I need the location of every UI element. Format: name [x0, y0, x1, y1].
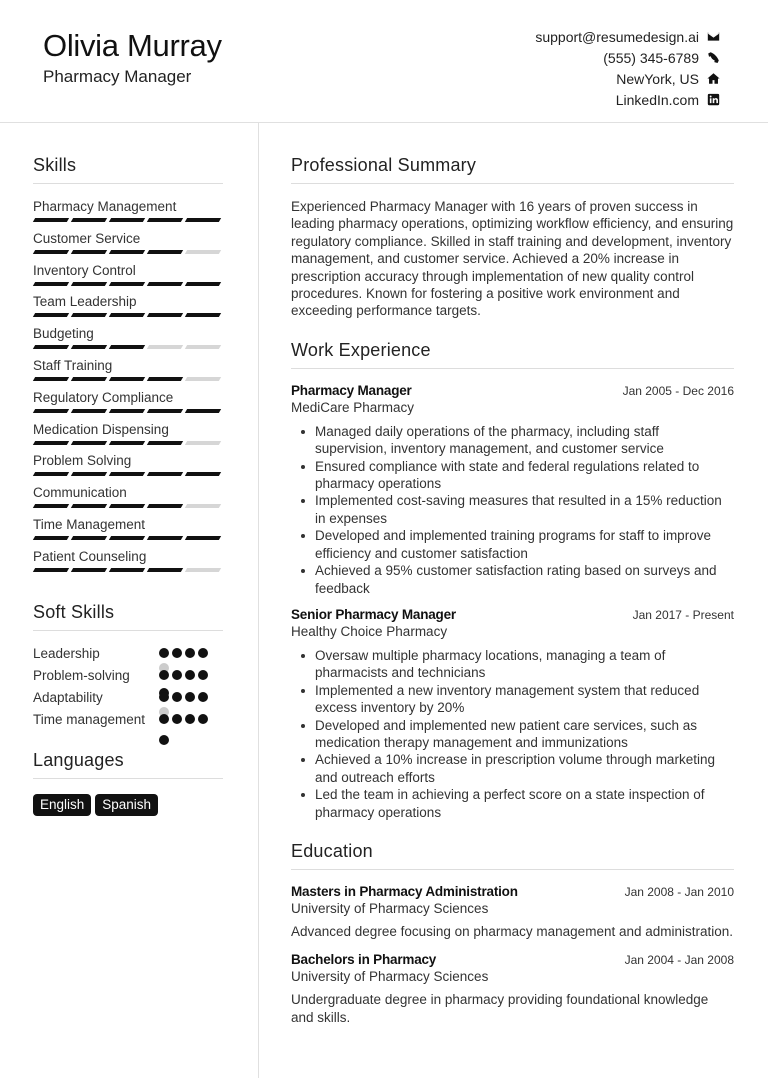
phone-icon: [706, 51, 720, 65]
contact-email[interactable]: [535, 26, 720, 47]
soft-skill-item: [33, 689, 223, 706]
level-segment-filled: [71, 536, 107, 540]
skill-name: Problem Solving: [33, 453, 132, 469]
skill-name: Budgeting: [33, 326, 94, 342]
job-company: MediCare Pharmacy: [291, 399, 415, 415]
level-segment-filled: [109, 250, 145, 254]
education-heading: Education: [291, 841, 734, 870]
level-segment-filled: [33, 409, 69, 413]
level-segment-filled: [109, 568, 145, 572]
job-header: [291, 607, 734, 622]
level-segment-filled: [147, 568, 183, 572]
education-description: Undergraduate degree in pharmacy providing foundational knowledge and skills.: [291, 992, 709, 1025]
level-segment-filled: [109, 345, 145, 349]
right-column: [291, 155, 734, 1046]
job-bullets: [291, 423, 734, 597]
level-segment-filled: [109, 504, 145, 508]
contact-location: [535, 68, 720, 89]
skill-name: Regulatory Compliance: [33, 389, 174, 405]
level-segment-filled: [71, 377, 107, 381]
rating-dot: [172, 714, 182, 724]
job-title: Senior Pharmacy Manager: [291, 606, 456, 622]
skill-name: Customer Service: [33, 230, 141, 246]
summary-text: Experienced Pharmacy Manager with 16 years of proven success in leading pharmacy operations, optimizing workflow efficiency, and ensuring regulatory compliance. Skilled in staff training and development, inventory management, and customer service. Achieved a 20% increase in prescription accuracy through implementation of new quality control procedures. Known for fostering a positive work environment and exceeding performance targets.: [291, 199, 734, 319]
rating-dot: [185, 648, 195, 658]
school-name: University of Pharmacy Sciences: [291, 900, 489, 916]
soft-skill-dots: [159, 645, 211, 662]
skill-level-bar: [33, 504, 223, 508]
skill-level-bar: [33, 472, 223, 476]
level-segment-filled: [109, 313, 145, 317]
skill-item: [33, 484, 223, 516]
linkedin-icon: [706, 93, 720, 107]
level-segment-filled: [71, 313, 107, 317]
job-bullet: Oversaw multiple pharmacy locations, managing a team of pharmacists and technicians: [299, 647, 734, 682]
job-date: Jan 2005 - Dec 2016: [622, 383, 734, 398]
soft-skill-item: [33, 645, 223, 662]
skill-level-bar: [33, 441, 223, 445]
jobs-list: [291, 383, 734, 821]
level-segment-filled: [147, 536, 183, 540]
candidate-name: Olivia Murray: [43, 28, 222, 63]
job-bullet: Implemented a new inventory management system that reduced excess inventory by 20%: [299, 682, 734, 717]
level-segment-filled: [71, 345, 107, 349]
candidate-role: Pharmacy Manager: [43, 67, 192, 86]
job-entry: [291, 607, 734, 821]
skill-name: Communication: [33, 485, 127, 501]
left-column: [33, 155, 223, 816]
level-segment-filled: [33, 536, 69, 540]
skill-level-bar: [33, 313, 223, 317]
experience-section: [291, 340, 734, 821]
soft-skills-list: [33, 645, 223, 728]
level-segment-empty: [185, 250, 221, 254]
rating-dot: [185, 714, 195, 724]
level-segment-filled: [33, 568, 69, 572]
soft-skill-dots: [159, 711, 211, 728]
job-company: Healthy Choice Pharmacy: [291, 623, 448, 639]
experience-heading: Work Experience: [291, 340, 734, 369]
level-segment-filled: [33, 282, 69, 286]
level-segment-filled: [71, 504, 107, 508]
level-segment-empty: [185, 377, 221, 381]
skill-item: [33, 230, 223, 262]
level-segment-filled: [185, 536, 221, 540]
rating-dot: [198, 714, 208, 724]
skill-level-bar: [33, 250, 223, 254]
education-entry: [291, 952, 734, 1026]
soft-skill-name: Leadership: [33, 645, 100, 661]
level-segment-filled: [185, 472, 221, 476]
home-icon: [706, 72, 720, 86]
job-bullet: Ensured compliance with state and federal regulations related to pharmacy operations: [299, 458, 734, 493]
level-segment-filled: [185, 409, 221, 413]
rating-dot: [159, 692, 169, 702]
level-segment-filled: [71, 472, 107, 476]
language-badge: English: [33, 794, 91, 816]
contact-phone[interactable]: [535, 47, 720, 68]
level-segment-filled: [33, 377, 69, 381]
languages-section: [33, 750, 223, 816]
contact-linkedin-text[interactable]: LinkedIn.com: [615, 91, 699, 108]
skill-item: [33, 357, 223, 389]
skill-item: [33, 516, 223, 548]
skill-item: [33, 421, 223, 453]
job-bullets: [291, 647, 734, 821]
soft-skill-item: [33, 667, 223, 684]
skill-name: Team Leadership: [33, 294, 137, 310]
level-segment-empty: [147, 345, 183, 349]
job-title: Pharmacy Manager: [291, 382, 412, 398]
level-segment-filled: [185, 313, 221, 317]
skill-item: [33, 325, 223, 357]
level-segment-filled: [71, 409, 107, 413]
level-segment-filled: [71, 218, 107, 222]
degree-title: Masters in Pharmacy Administration: [291, 883, 518, 899]
soft-skill-dots: [159, 689, 211, 706]
level-segment-empty: [185, 568, 221, 572]
education-section: [291, 841, 734, 1026]
level-segment-filled: [147, 441, 183, 445]
skills-heading: Skills: [33, 155, 223, 184]
level-segment-filled: [33, 345, 69, 349]
skill-item: [33, 293, 223, 325]
rating-dot: [198, 692, 208, 702]
job-date: Jan 2017 - Present: [632, 607, 734, 622]
skill-level-bar: [33, 536, 223, 540]
skill-item: [33, 389, 223, 421]
skill-name: Staff Training: [33, 357, 113, 373]
contact-list: [535, 26, 720, 110]
envelope-icon: [706, 30, 720, 44]
level-segment-filled: [147, 250, 183, 254]
language-badge: Spanish: [95, 794, 158, 816]
job-entry: [291, 383, 734, 597]
skill-name: Time Management: [33, 516, 146, 532]
level-segment-filled: [147, 313, 183, 317]
level-segment-filled: [147, 504, 183, 508]
resume-header: [0, 0, 768, 123]
rating-dot: [159, 670, 169, 680]
rating-dot: [159, 714, 169, 724]
skill-item: [33, 198, 223, 230]
level-segment-filled: [109, 218, 145, 222]
level-segment-empty: [185, 441, 221, 445]
rating-dot: [172, 692, 182, 702]
skill-name: Medication Dispensing: [33, 421, 169, 437]
level-segment-filled: [147, 472, 183, 476]
school-name: University of Pharmacy Sciences: [291, 969, 489, 985]
education-date: Jan 2008 - Jan 2010: [624, 884, 734, 899]
contact-email-text[interactable]: support@resumedesign.ai: [535, 28, 699, 45]
skill-item: [33, 452, 223, 484]
level-segment-filled: [109, 472, 145, 476]
skills-list: [33, 198, 223, 580]
skill-level-bar: [33, 409, 223, 413]
skill-level-bar: [33, 282, 223, 286]
rating-dot: [172, 648, 182, 658]
job-bullet: Achieved a 95% customer satisfaction rating based on surveys and feedback: [299, 562, 734, 597]
soft-skill-name: Time management: [33, 711, 146, 727]
languages-heading: Languages: [33, 750, 223, 779]
contact-phone-text[interactable]: (555) 345-6789: [603, 49, 699, 66]
level-segment-empty: [185, 345, 221, 349]
job-bullet: Led the team in achieving a perfect score on a state inspection of pharmacy operations: [299, 786, 734, 821]
contact-location-text: NewYork, US: [616, 70, 699, 87]
level-segment-filled: [33, 472, 69, 476]
level-segment-filled: [109, 536, 145, 540]
education-description: Advanced degree focusing on pharmacy management and administration.: [291, 923, 734, 939]
soft-skills-heading: Soft Skills: [33, 602, 223, 631]
summary-section: [291, 155, 734, 320]
skill-name: Pharmacy Management: [33, 199, 177, 214]
education-header: [291, 952, 734, 967]
job-bullet: Implemented cost-saving measures that resulted in a 15% reduction in expenses: [299, 492, 734, 527]
summary-heading: Professional Summary: [291, 155, 734, 184]
level-segment-filled: [33, 218, 69, 222]
education-header: [291, 884, 734, 899]
skill-level-bar: [33, 345, 223, 349]
level-segment-filled: [33, 504, 69, 508]
soft-skill-dots: [159, 667, 211, 684]
languages-list: [33, 794, 223, 816]
level-segment-empty: [185, 504, 221, 508]
job-header: [291, 383, 734, 398]
level-segment-filled: [147, 282, 183, 286]
degree-title: Bachelors in Pharmacy: [291, 952, 437, 968]
level-segment-filled: [71, 250, 107, 254]
skill-name: Inventory Control: [33, 262, 136, 278]
skill-level-bar: [33, 377, 223, 381]
skill-item: [33, 262, 223, 294]
column-divider: [258, 123, 259, 1078]
skill-level-bar: [33, 218, 223, 222]
level-segment-filled: [33, 441, 69, 445]
level-segment-filled: [109, 409, 145, 413]
skill-name: Patient Counseling: [33, 548, 147, 564]
level-segment-filled: [185, 218, 221, 222]
education-entry: [291, 884, 734, 940]
skill-item: [33, 548, 223, 580]
job-bullet: Achieved a 10% increase in prescription volume through marketing and outreach efforts: [299, 751, 734, 786]
rating-dot: [159, 648, 169, 658]
level-segment-filled: [109, 441, 145, 445]
soft-skill-item: [33, 711, 223, 728]
level-segment-filled: [147, 409, 183, 413]
education-list: [291, 884, 734, 1026]
level-segment-filled: [147, 377, 183, 381]
rating-dot: [198, 670, 208, 680]
level-segment-filled: [71, 282, 107, 286]
rating-dot: [185, 692, 195, 702]
contact-linkedin[interactable]: [535, 89, 720, 110]
soft-skill-name: Problem-solving: [33, 667, 130, 683]
rating-dot: [159, 735, 169, 745]
soft-skills-section: [33, 602, 223, 728]
job-bullet: Managed daily operations of the pharmacy, including staff supervision, inventory management, and customer service: [299, 423, 734, 458]
rating-dot: [185, 670, 195, 680]
rating-dot: [198, 648, 208, 658]
skill-level-bar: [33, 568, 223, 572]
job-bullet: Developed and implemented new patient care services, such as medication therapy management and immunizations: [299, 717, 734, 752]
education-date: Jan 2004 - Jan 2008: [624, 953, 734, 968]
level-segment-filled: [185, 282, 221, 286]
rating-dot: [172, 670, 182, 680]
soft-skill-name: Adaptability: [33, 689, 103, 705]
level-segment-filled: [33, 313, 69, 317]
level-segment-filled: [109, 282, 145, 286]
level-segment-filled: [71, 441, 107, 445]
level-segment-filled: [71, 568, 107, 572]
level-segment-filled: [147, 218, 183, 222]
job-bullet: Developed and implemented training programs for staff to improve efficiency and customer satisfaction: [299, 527, 734, 562]
level-segment-filled: [33, 250, 69, 254]
level-segment-filled: [109, 377, 145, 381]
